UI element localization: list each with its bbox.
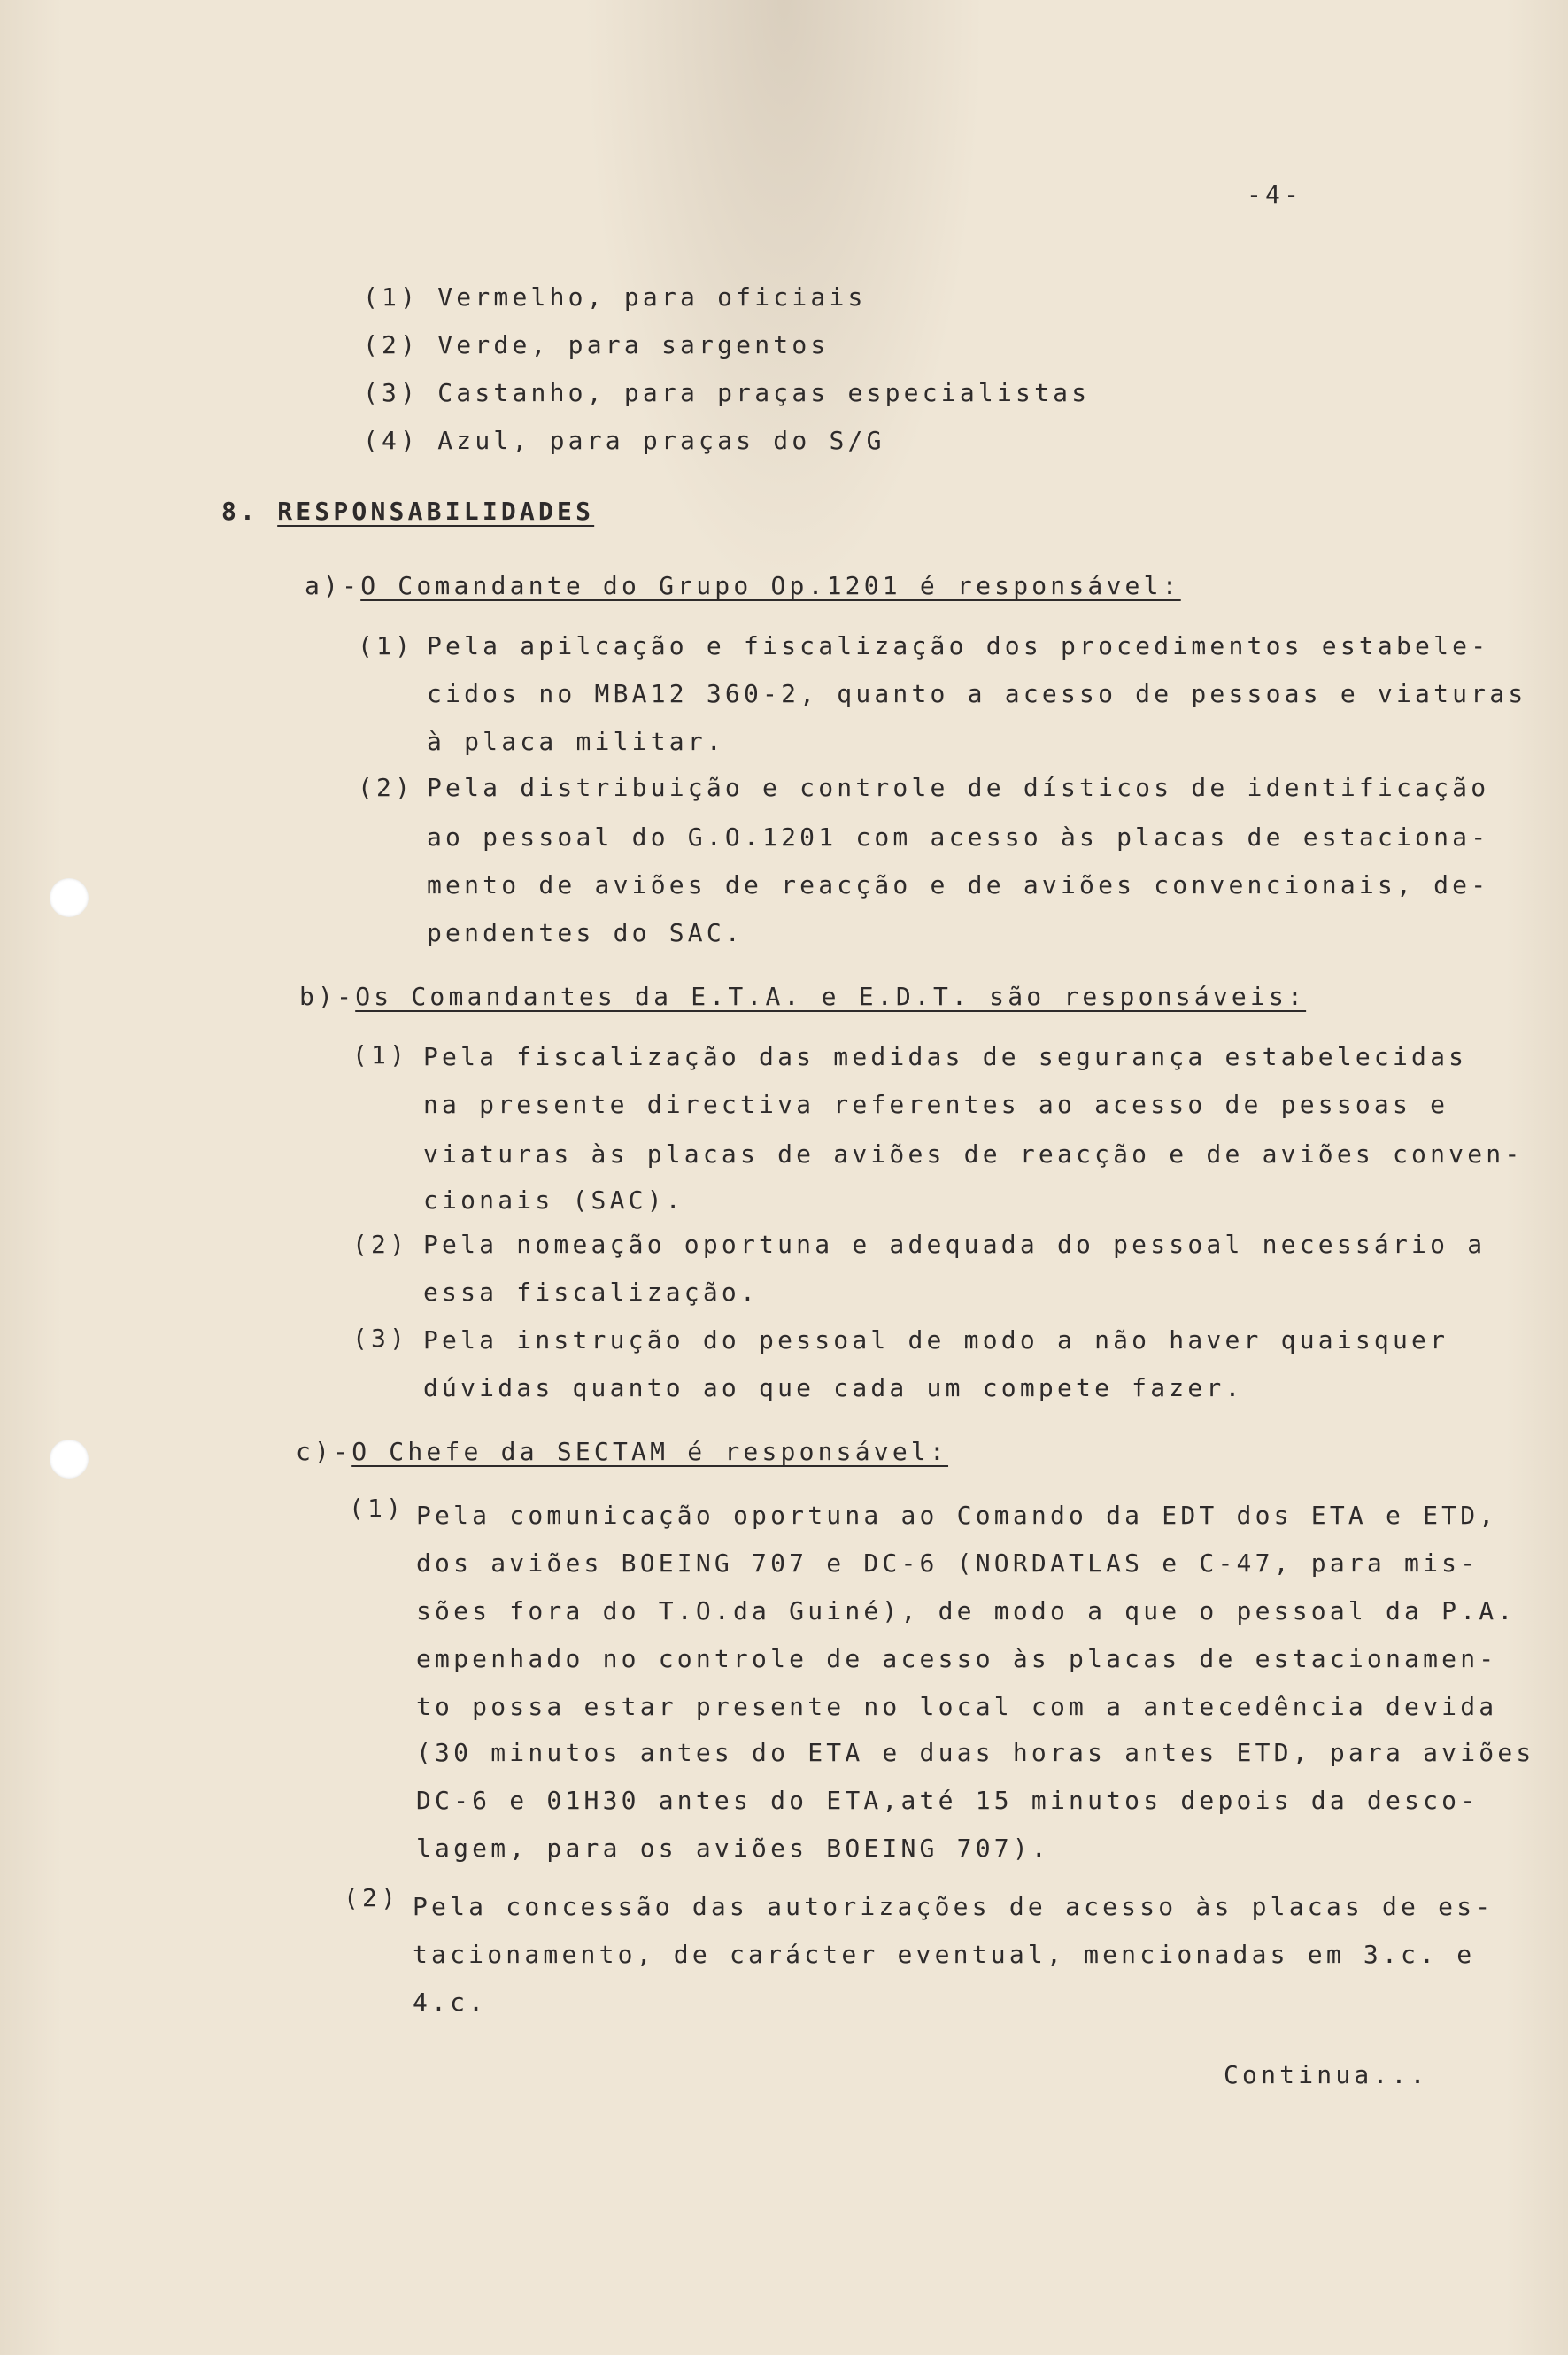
item-text-line: Pela apilcação e fiscalização dos procedimentos estabele- (427, 631, 1490, 660)
item-text-line: to possa estar presente no local com a antecedência devida (416, 1692, 1498, 1721)
list-item: (3) Castanho, para praças especialistas (363, 378, 1091, 407)
subsection-heading: c)-O Chefe da SECTAM é responsável: (296, 1437, 949, 1466)
item-text-line: mento de aviões de reacção e de aviões convencionais, de- (427, 870, 1490, 900)
item-text-line: à placa militar. (427, 727, 725, 756)
item-text-line: (30 minutos antes do ETA e duas horas antes ETD, para aviões (416, 1738, 1535, 1767)
item-number: (1) (352, 1040, 409, 1069)
item-text-line: lagem, para os aviões BOEING 707). (416, 1834, 1050, 1863)
item-text-line: dúvidas quanto ao que cada um compete fazer. (423, 1373, 1244, 1402)
item-text-line: Pela nomeação oportuna e adequada do pessoal necessário a (423, 1230, 1487, 1259)
list-item: (1) Vermelho, para oficiais (363, 282, 867, 312)
item-text-line: Pela comunicação oportuna ao Comando da EDT dos ETA e ETD, (416, 1501, 1498, 1530)
item-text-line: 4.c. (413, 1988, 488, 2017)
item-text-line: Pela fiscalização das medidas de segurança estabelecidas (423, 1042, 1468, 1071)
item-text-line: ao pessoal do G.O.1201 com acesso às placas de estaciona- (427, 822, 1490, 852)
item-text-line: na presente directiva referentes ao acesso de pessoas e (423, 1090, 1449, 1119)
item-text-line: viaturas às placas de aviões de reacção e de aviões conven- (423, 1139, 1524, 1169)
punch-hole (50, 878, 89, 917)
item-text-line: cidos no MBA12 360-2, quanto a acesso de pessoas e viaturas (427, 679, 1527, 708)
continuation-footer: Continua... (1224, 2060, 1429, 2089)
item-text-line: empenhado no controle de acesso às placas de estacionamen- (416, 1644, 1498, 1673)
item-number: (3) (352, 1324, 409, 1353)
item-number: (2) (344, 1883, 400, 1912)
item-number: (2) (358, 773, 414, 802)
item-text-line: Pela instrução do pessoal de modo a não haver quaisquer (423, 1325, 1449, 1355)
item-text-line: pendentes do SAC. (427, 918, 744, 947)
item-text-line: tacionamento, de carácter eventual, mencionadas em 3.c. e (413, 1940, 1476, 1969)
item-number: (1) (358, 631, 414, 660)
section-heading: 8. RESPONSABILIDADES (221, 497, 595, 526)
item-text-line: essa fiscalização. (423, 1278, 760, 1307)
list-item: (4) Azul, para praças do S/G (363, 426, 885, 455)
subsection-heading: a)-O Comandante do Grupo Op.1201 é responsável: (305, 571, 1181, 600)
subsection-heading: b)-Os Comandantes da E.T.A. e E.D.T. são responsáveis: (299, 982, 1307, 1011)
list-item: (2) Verde, para sargentos (363, 330, 830, 359)
item-text-line: DC-6 e 01H30 antes do ETA,até 15 minutos depois da desco- (416, 1786, 1479, 1815)
item-number: (2) (352, 1230, 409, 1259)
punch-hole (50, 1440, 89, 1479)
item-text-line: Pela distribuição e controle de dísticos de identificação (427, 773, 1490, 802)
page-number: -4- (1247, 180, 1303, 209)
item-text-line: cionais (SAC). (423, 1185, 684, 1215)
section-title: RESPONSABILIDADES (277, 497, 595, 526)
item-text-line: sões fora do T.O.da Guiné), de modo a que o pessoal da P.A. (416, 1596, 1517, 1625)
item-number: (1) (349, 1494, 406, 1523)
item-text-line: Pela concessão das autorizações de acesso às placas de es- (413, 1892, 1495, 1921)
item-text-line: dos aviões BOEING 707 e DC-6 (NORDATLAS e C-47, para mis- (416, 1548, 1479, 1578)
